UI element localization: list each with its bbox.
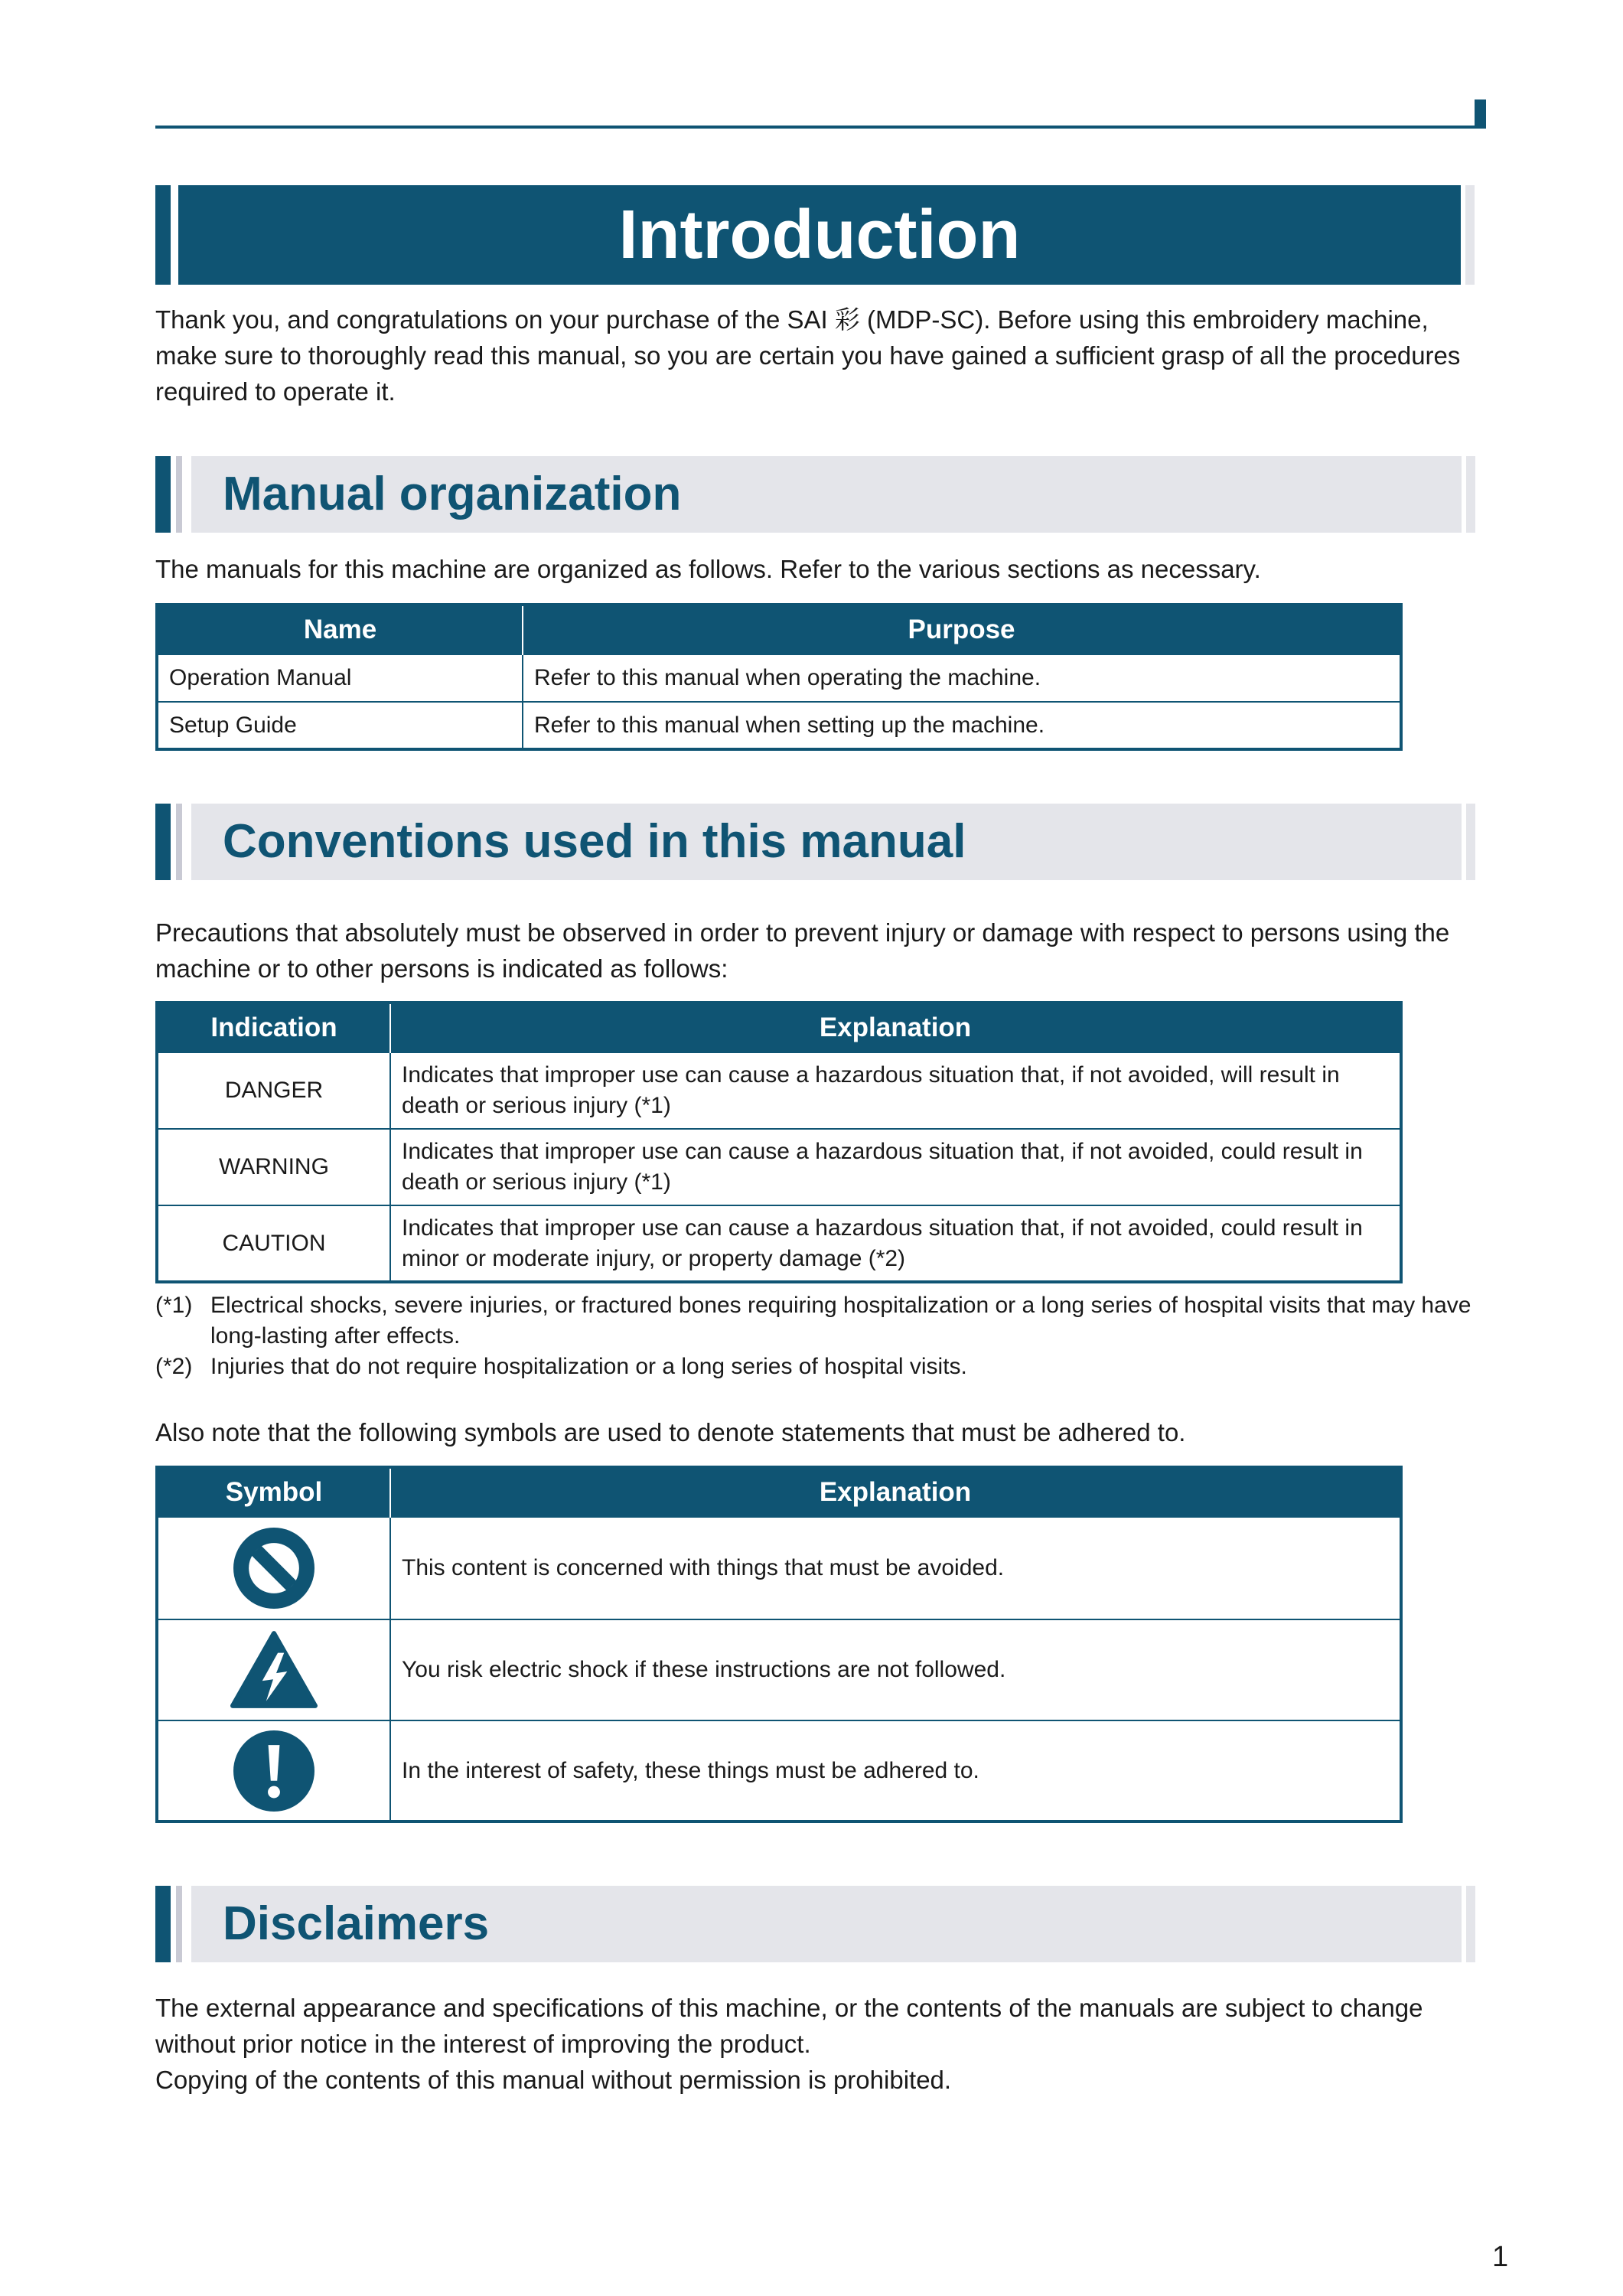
table-cell: Indicates that improper use can cause a hazardous situation that, if not avoided, could result in death or serious injury (*1) <box>390 1129 1401 1205</box>
page-title: Introduction <box>178 185 1461 285</box>
manual-org-paragraph: The manuals for this machine are organized as follows. Refer to the various sections as necessary. <box>155 555 1261 583</box>
column-header-explanation: Explanation <box>390 1467 1401 1517</box>
column-header-explanation: Explanation <box>390 1003 1401 1052</box>
table-header-row <box>157 1467 1401 1517</box>
table-row <box>157 654 1401 702</box>
symbol-cell <box>157 1619 390 1720</box>
indication-warning: WARNING <box>157 1129 390 1205</box>
banner-tail <box>1466 456 1475 533</box>
indication-table <box>155 1001 1403 1283</box>
manual-organization-table <box>155 603 1403 751</box>
indication-danger: DANGER <box>157 1052 390 1129</box>
column-header-symbol: Symbol <box>157 1467 390 1517</box>
section-banner-conventions <box>155 804 1479 880</box>
prohibition-icon <box>233 1528 314 1609</box>
copying-notice: Copying of the contents of this manual without permission is prohibited. <box>155 2066 952 2094</box>
table-cell: Indicates that improper use can cause a hazardous situation that, if not avoided, could result in minor or moderate injury, or property damage (*2) <box>390 1205 1401 1282</box>
indication-caution: CAUTION <box>157 1205 390 1282</box>
table-row <box>157 1720 1401 1821</box>
section-heading: Conventions used in this manual <box>223 815 966 868</box>
column-header-name: Name <box>157 605 523 654</box>
table-header-row <box>157 1003 1401 1052</box>
table-cell: This content is concerned with things that must be avoided. <box>390 1517 1401 1619</box>
table-row <box>157 1205 1401 1282</box>
table-cell: Refer to this manual when operating the machine. <box>523 654 1401 702</box>
conventions-paragraph: Precautions that absolutely must be observed in order to prevent injury or damage with respect to persons using the machine or to other persons is indicated as follows: <box>155 918 1450 983</box>
header-rule-tab <box>1475 99 1486 129</box>
banner-accent-bar-light <box>176 456 182 533</box>
electric-shock-warning-icon <box>230 1631 318 1709</box>
disclaimers-paragraph: The external appearance and specifications of this machine, or the contents of the manuals are subject to change without prior notice in the interest of improving the product. <box>155 1994 1423 2058</box>
table-cell: Setup Guide <box>157 702 523 749</box>
banner-accent-bar <box>155 456 171 533</box>
symbol-cell <box>157 1517 390 1619</box>
footnote-mark: (*1) <box>155 1293 193 1318</box>
intro-paragraph: Thank you, and congratulations on your purchase of the SAI 彩 (MDP-SC). Before using this embroidery machine, make sure to thoroughly read this manual, so you are certain you have gained a sufficient grasp of all the procedures required to operate it. <box>155 305 1461 406</box>
footnote-text: Electrical shocks, severe injuries, or fractured bones requiring hospitalization or a long series of hospital visits that may have long-lasting after effects. <box>210 1293 1471 1349</box>
banner-tail <box>1466 1886 1475 1962</box>
section-banner-manual-organization <box>155 456 1479 533</box>
section-heading: Disclaimers <box>223 1897 490 1950</box>
table-cell: Refer to this manual when setting up the machine. <box>523 702 1401 749</box>
banner-accent-bar <box>155 804 171 880</box>
table-cell: Operation Manual <box>157 654 523 702</box>
table-row <box>157 1052 1401 1129</box>
footnotes <box>155 1290 1487 1382</box>
banner-accent-bar-light <box>176 804 182 880</box>
page-number: 1 <box>1492 2241 1509 2273</box>
table-row <box>157 1619 1401 1720</box>
footnote-mark: (*2) <box>155 1354 193 1379</box>
symbol-cell <box>157 1720 390 1821</box>
column-header-indication: Indication <box>157 1003 390 1052</box>
column-header-purpose: Purpose <box>523 605 1401 654</box>
banner-accent-bar <box>155 185 171 285</box>
banner-accent-bar-light <box>176 1886 182 1962</box>
banner-tail <box>1465 185 1475 285</box>
section-heading: Manual organization <box>223 468 682 520</box>
footnote <box>155 1290 1487 1352</box>
symbols-paragraph: Also note that the following symbols are used to denote statements that must be adhered to. <box>155 1418 1186 1446</box>
table-row <box>157 702 1401 749</box>
table-header-row <box>157 605 1401 654</box>
table-cell: Indicates that improper use can cause a hazardous situation that, if not avoided, will result in death or serious injury (*1) <box>390 1052 1401 1129</box>
banner-tail <box>1466 804 1475 880</box>
table-row <box>157 1129 1401 1205</box>
footnote <box>155 1352 1487 1382</box>
table-row <box>157 1517 1401 1619</box>
mandatory-exclamation-icon <box>233 1730 314 1812</box>
section-banner-disclaimers <box>155 1886 1479 1962</box>
table-cell: In the interest of safety, these things must be adhered to. <box>390 1720 1401 1821</box>
banner-accent-bar <box>155 1886 171 1962</box>
header-rule <box>155 126 1483 129</box>
page-title-banner <box>155 185 1471 285</box>
table-cell: You risk electric shock if these instructions are not followed. <box>390 1619 1401 1720</box>
symbols-table <box>155 1466 1403 1823</box>
footnote-text: Injuries that do not require hospitalization or a long series of hospital visits. <box>210 1354 967 1379</box>
